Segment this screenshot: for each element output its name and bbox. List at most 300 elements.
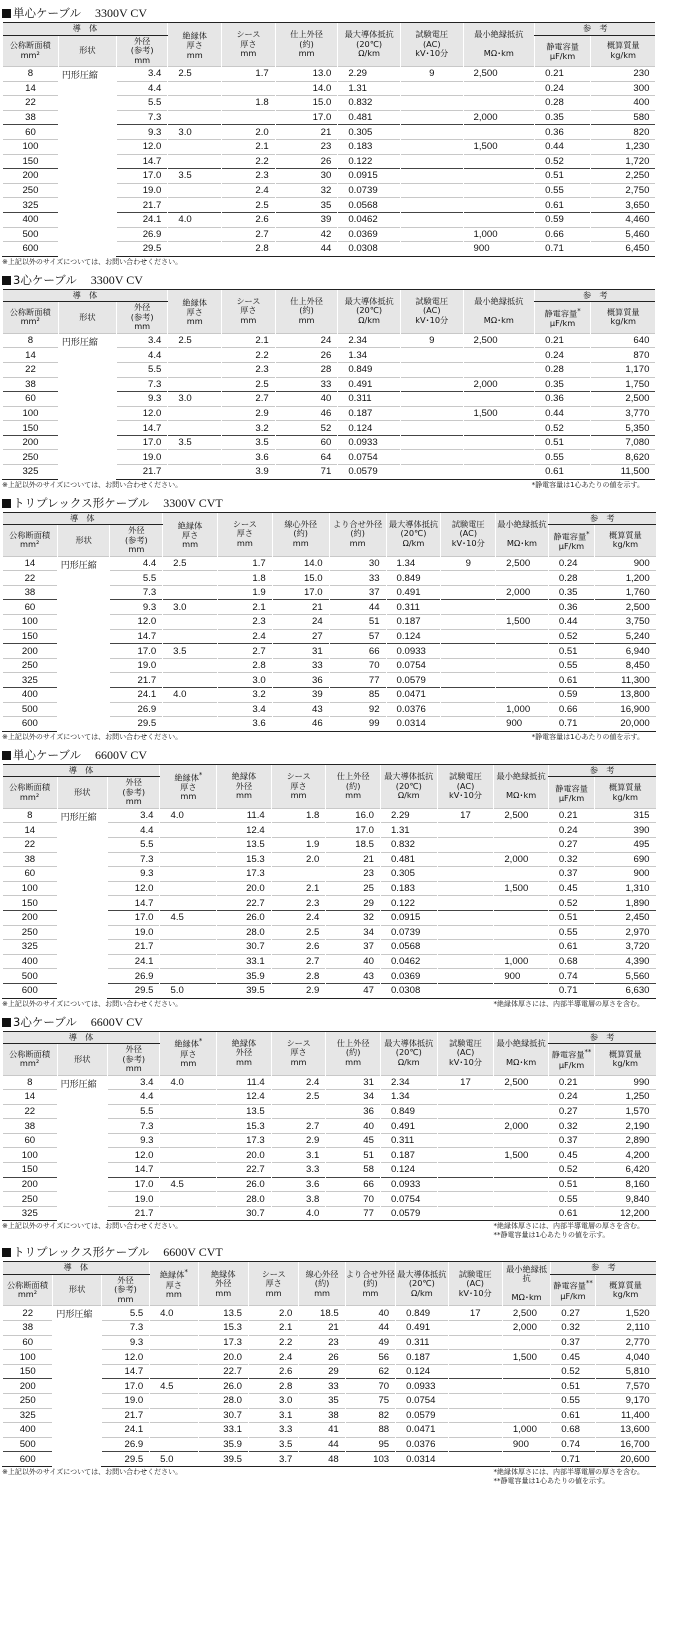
cell-nominal: 14: [3, 556, 58, 571]
header-line: [168, 317, 221, 327]
header-core: [272, 512, 329, 556]
cell-ins: [160, 969, 217, 984]
cell-core: 27: [272, 629, 329, 644]
cell-minins: 1,500: [494, 881, 549, 896]
cell-nominal: 22: [3, 837, 58, 852]
header-shape-label: 形状: [79, 311, 96, 322]
cell-minins: [463, 169, 535, 184]
footnote: **静電容量は1心あたりの値を示す。: [493, 1231, 610, 1240]
cell-od: 29.5: [110, 717, 163, 732]
cell-sheath: 3.3: [271, 1163, 326, 1178]
header-cap: [551, 1274, 595, 1306]
header-text: (約): [299, 38, 314, 49]
cell-res: 2.34: [380, 1075, 437, 1090]
cell-nominal: 600: [3, 1452, 53, 1467]
cell-cap: 0.24: [548, 823, 594, 838]
header-text: 試験電圧: [415, 29, 449, 40]
header-sheath: [222, 23, 276, 67]
header-text: mm: [290, 790, 307, 801]
cell-finish: 64: [275, 450, 338, 465]
cell-minins: [494, 1090, 549, 1105]
header-text: (約): [345, 1047, 361, 1058]
cell-sheath: 3.6: [271, 1177, 326, 1192]
cell-ins: [150, 1423, 198, 1438]
cell-core: 31: [272, 644, 329, 659]
header-shape-label: 形状: [79, 45, 96, 55]
header-text: 絶縁体: [174, 772, 199, 783]
header-text: 仕上外径: [290, 295, 323, 306]
cell-ins: [168, 198, 222, 213]
footnote: *絶縁体厚さには、内部半導電層の厚さを含む。: [493, 1222, 644, 1231]
cell-od: 17.0: [116, 435, 167, 450]
cell-cap: 0.28: [535, 362, 591, 377]
header-line: [272, 791, 326, 801]
cell-nominal: 8: [3, 67, 59, 82]
cell-nominal: 325: [3, 1408, 53, 1423]
section-title: [2, 1013, 662, 1031]
cell-twist: 44: [345, 1321, 395, 1336]
header-text: シース: [232, 518, 257, 529]
cell-twist: 44: [329, 600, 386, 615]
cell-insod: 15.3: [217, 852, 272, 867]
header-line: mm: [134, 54, 151, 65]
cell-ins: [150, 1394, 198, 1409]
cell-test: [441, 702, 496, 717]
cell-od: 24.1: [110, 688, 163, 703]
cell-mass: 3,650: [591, 198, 656, 213]
cell-mass: 2,450: [595, 910, 656, 925]
cell-ins: 4.0: [150, 1306, 198, 1321]
cell-res: 2.34: [338, 333, 401, 348]
cell-cap: 0.61: [548, 673, 594, 688]
header-od: [110, 525, 163, 557]
cell-mass: 13,600: [595, 1423, 656, 1438]
cell-finish: 51: [326, 1148, 381, 1163]
header-line: 公称断面積: [9, 782, 51, 793]
cell-sheath: 2.3: [222, 169, 276, 184]
cell-nominal: 38: [3, 1119, 58, 1134]
cell-mass: 2,500: [595, 600, 656, 615]
square-bullet-icon: [2, 1018, 11, 1027]
cell-minins: 1,000: [494, 954, 549, 969]
cell-insod: 39.5: [198, 1452, 248, 1467]
header-ins: [168, 23, 222, 67]
note-other-sizes: ※上記以外のサイズについては、お問い合わせください。: [2, 1222, 183, 1231]
cell-od: 5.5: [107, 837, 160, 852]
cell-cap: 0.36: [535, 125, 591, 140]
cell-sheath: 3.4: [217, 702, 272, 717]
cell-sheath: 2.0: [271, 852, 326, 867]
header-line: [464, 49, 535, 59]
cell-od: 9.3: [116, 392, 167, 407]
header-line: mm²: [17, 1289, 38, 1300]
cell-od: 12.0: [110, 615, 163, 630]
table-row: [3, 1394, 656, 1409]
cell-cap: 0.68: [548, 954, 594, 969]
section-voltage: 6600V CV: [94, 747, 148, 762]
cell-finish: 71: [275, 465, 338, 480]
cell-minins: 1,500: [463, 139, 535, 154]
table-notes: [2, 480, 662, 494]
cell-minins: 2,500: [502, 1306, 550, 1321]
cell-ins: 3.5: [168, 435, 222, 450]
table-row: [3, 1321, 656, 1336]
cell-ins: 2.5: [168, 333, 222, 348]
cell-ins: [168, 183, 222, 198]
header-twist: [329, 512, 386, 556]
header-text: kV･10分: [448, 1056, 482, 1067]
header-res: [396, 1262, 448, 1306]
header-line: [222, 316, 275, 326]
header-mass: [591, 35, 656, 67]
cell-finish: 36: [326, 1104, 381, 1119]
cell-res: 0.491: [386, 585, 441, 600]
cell-cap: 0.44: [535, 139, 591, 154]
cell-res: 0.0471: [396, 1423, 448, 1438]
cell-cap: 0.37: [548, 1133, 594, 1148]
header-ins: [160, 1031, 217, 1075]
header-text: 試験電圧: [449, 1037, 482, 1048]
header-text: シース: [286, 771, 311, 782]
cell-test: 17: [448, 1306, 502, 1321]
cell-nominal: 200: [3, 910, 58, 925]
cell-test: [400, 81, 463, 96]
cell-core: 29: [299, 1364, 345, 1379]
cell-finish: 28: [275, 362, 338, 377]
note-footnotes: [532, 481, 644, 490]
cell-sheath: 2.8: [217, 658, 272, 673]
header-line: mm²: [19, 1058, 40, 1069]
header-text: (AC): [422, 38, 441, 49]
header-line: (参考): [122, 786, 146, 797]
cell-ins: 4.5: [150, 1379, 198, 1394]
header-text: MΩ･km: [506, 537, 538, 548]
cell-res: 2.29: [380, 808, 437, 823]
header-text: (AC): [456, 1047, 475, 1058]
cell-twist: 49: [345, 1335, 395, 1350]
cell-cap: 0.35: [535, 110, 591, 125]
cell-cap: 0.61: [548, 1206, 594, 1221]
cell-res: 0.0579: [380, 1206, 437, 1221]
header-text: 絶縁体: [182, 297, 207, 308]
footnote: *静電容量は1心あたりの値を示す。: [531, 480, 644, 489]
table-notes: [2, 257, 662, 271]
square-bullet-icon: [2, 276, 11, 285]
cell-sheath: 2.3: [222, 362, 276, 377]
cell-cap: 0.51: [535, 169, 591, 184]
header-text: kV･10分: [448, 790, 482, 801]
cell-cap: 0.37: [548, 867, 594, 882]
cell-finish: 77: [326, 1206, 381, 1221]
header-sheath: [217, 512, 272, 556]
cell-mass: 5,810: [595, 1364, 656, 1379]
header-text: 静電容量: [553, 531, 587, 542]
header-line: [338, 316, 400, 326]
header-line: [549, 1061, 594, 1071]
header-line: [595, 793, 655, 803]
cell-sheath: 2.7: [222, 227, 276, 242]
cell-nominal: 200: [3, 169, 59, 184]
cell-minins: 2,000: [494, 1119, 549, 1134]
header-text: mm: [235, 1056, 252, 1067]
cell-test: 9: [441, 556, 496, 571]
cell-res: 0.0462: [380, 954, 437, 969]
cell-res: 0.832: [380, 837, 437, 852]
cell-shape: 円形圧縮: [57, 556, 110, 731]
header-line: [535, 319, 590, 329]
cell-minins: 1,500: [502, 1350, 550, 1365]
header-line: mm: [117, 1293, 134, 1304]
cell-insod: 33.1: [217, 954, 272, 969]
cell-minins: [502, 1364, 550, 1379]
header-minins: [494, 764, 549, 808]
header-text: 厚さ: [290, 1047, 307, 1058]
header-text: 最大導体抵抗: [384, 1037, 434, 1048]
cell-mass: 11,500: [591, 465, 656, 480]
header-text: mm: [349, 537, 366, 548]
cell-nominal: 14: [3, 348, 59, 363]
header-text: (20℃): [395, 780, 422, 791]
cell-minins: [496, 600, 549, 615]
cell-nominal: 250: [3, 658, 58, 673]
cell-core: 48: [299, 1452, 345, 1467]
cell-cap: 0.45: [548, 1148, 594, 1163]
cell-cap: 0.52: [548, 896, 594, 911]
cell-sheath: 2.9: [271, 1133, 326, 1148]
cell-finish: 34: [326, 1090, 381, 1105]
cell-res: 0.0579: [338, 465, 401, 480]
cell-mass: 7,570: [595, 1379, 656, 1394]
cell-res: 0.305: [338, 125, 401, 140]
header-mass: [595, 777, 656, 809]
cell-sheath: 2.1: [222, 333, 276, 348]
header-text: 最大導体抵抗: [344, 295, 394, 306]
header-text: 最小絶縁抵抗: [497, 518, 547, 529]
cell-test: [400, 183, 463, 198]
cell-mass: 820: [591, 125, 656, 140]
table-row: [3, 1364, 656, 1379]
cell-res: 0.0579: [396, 1408, 448, 1423]
header-line: [217, 1058, 271, 1068]
spec-table: [2, 289, 655, 480]
cell-cap: 0.51: [548, 1177, 594, 1192]
cell-ins: [160, 1192, 217, 1207]
cell-cap: 0.71: [548, 717, 594, 732]
cell-ins: [160, 1090, 217, 1105]
cell-test: [437, 1206, 494, 1221]
cell-sheath: 2.4: [222, 183, 276, 198]
header-line: [387, 539, 441, 549]
header-nom: [3, 1044, 58, 1076]
cell-ins: 5.0: [160, 983, 217, 998]
header-text: シース: [261, 1268, 286, 1279]
spec-section: [2, 746, 662, 1013]
header-text: 線心外径: [305, 1268, 339, 1279]
header-conductor: 導 体: [3, 512, 163, 525]
cell-nominal: 250: [3, 1394, 53, 1409]
cell-mass: 900: [595, 867, 656, 882]
cell-test: [437, 925, 494, 940]
header-test: [437, 764, 494, 808]
cell-res: 0.491: [396, 1321, 448, 1336]
cell-core: 33: [272, 658, 329, 673]
header-line: 公称断面積: [9, 306, 51, 317]
cell-twist: 56: [345, 1350, 395, 1365]
cell-od: 21.7: [107, 940, 160, 955]
cell-test: [448, 1408, 502, 1423]
cell-ins: [168, 450, 222, 465]
cell-res: 0.0915: [338, 169, 401, 184]
table-notes: [2, 1221, 662, 1243]
cell-finish: 60: [275, 435, 338, 450]
cell-cap: 0.55: [548, 1192, 594, 1207]
cell-minins: [494, 1133, 549, 1148]
cell-minins: [494, 1192, 549, 1207]
cell-minins: [494, 910, 549, 925]
cell-ins: [163, 658, 218, 673]
cell-test: [448, 1394, 502, 1409]
header-text: (AC): [456, 780, 475, 791]
cell-minins: [494, 823, 549, 838]
cell-od: 9.3: [116, 125, 167, 140]
cell-finish: 40: [275, 392, 338, 407]
cell-insod: 17.3: [198, 1335, 248, 1350]
cell-twist: 51: [329, 615, 386, 630]
header-line: mm: [125, 1063, 142, 1073]
header-minins: [496, 512, 549, 556]
header-sheath: [222, 289, 276, 333]
header-od: [107, 777, 160, 809]
header-text: (約): [299, 305, 314, 316]
cell-res: 0.124: [338, 421, 401, 436]
cell-od: 4.4: [116, 348, 167, 363]
cell-test: [441, 644, 496, 659]
cell-ins: [160, 954, 217, 969]
cell-mass: 5,460: [591, 227, 656, 242]
header-od: [116, 35, 167, 67]
cell-test: [448, 1321, 502, 1336]
header-line: [591, 317, 655, 327]
header-sheath: [248, 1262, 298, 1306]
header-line: [503, 1293, 550, 1303]
header-text: シース: [286, 1037, 311, 1048]
header-text: 試験電圧: [458, 1268, 492, 1279]
cell-shape: 円形圧縮: [57, 808, 107, 998]
header-ins: [168, 289, 222, 333]
cell-cap: 0.37: [551, 1335, 595, 1350]
cell-minins: [494, 896, 549, 911]
cell-od: 24.1: [107, 954, 160, 969]
cell-od: 19.0: [116, 183, 167, 198]
cell-cap: 0.32: [548, 852, 594, 867]
cell-mass: 2,970: [595, 925, 656, 940]
header-text: (約): [314, 1278, 330, 1289]
cell-mass: 5,240: [595, 629, 656, 644]
footnote: **静電容量は1心あたりの値を示す。: [493, 1476, 610, 1485]
cell-ins: [163, 702, 218, 717]
cell-nominal: 325: [3, 1206, 58, 1221]
section-title-text: 単心ケーブル: [13, 747, 81, 762]
cell-sheath: [271, 867, 326, 882]
cell-res: 0.481: [338, 110, 401, 125]
cell-ins: 4.0: [160, 808, 217, 823]
header-line: 公称断面積: [9, 1048, 51, 1059]
cell-od: 26.9: [101, 1437, 149, 1452]
cell-ins: [168, 362, 222, 377]
cell-twist: 70: [329, 658, 386, 673]
header-line: [276, 316, 338, 326]
cell-res: 0.0915: [380, 910, 437, 925]
header-text: mm: [362, 1287, 379, 1298]
cell-od: 7.3: [116, 377, 167, 392]
cell-twist: 82: [345, 1408, 395, 1423]
cell-res: 0.832: [338, 96, 401, 111]
cell-finish: 42: [275, 227, 338, 242]
cell-od: 4.4: [110, 556, 163, 571]
cell-twist: 40: [345, 1306, 395, 1321]
header-text: (AC): [466, 1278, 484, 1289]
cell-finish: 37: [326, 940, 381, 955]
cell-finish: 33: [275, 377, 338, 392]
cell-mass: 1,890: [595, 896, 656, 911]
spec-table: [2, 1031, 656, 1222]
cell-minins: [463, 465, 535, 480]
cell-res: 0.0369: [338, 227, 401, 242]
cell-insod: 26.0: [217, 1177, 272, 1192]
header-line: [338, 49, 400, 59]
header-text: kV･10分: [458, 1287, 492, 1298]
cell-sheath: 2.2: [222, 154, 276, 169]
cell-insod: 12.4: [217, 1090, 272, 1105]
cell-test: 9: [400, 333, 463, 348]
cell-twist: 103: [345, 1452, 395, 1467]
cell-mass: 2,250: [591, 169, 656, 184]
cell-ins: [160, 896, 217, 911]
square-bullet-icon: [2, 751, 11, 760]
cell-finish: 30: [275, 169, 338, 184]
header-finish: [326, 1031, 381, 1075]
cell-finish: 15.0: [275, 96, 338, 111]
cell-ins: [163, 585, 218, 600]
header-line: 公称断面積: [6, 1279, 48, 1290]
cell-od: 12.0: [101, 1350, 149, 1365]
cell-cap: 0.52: [535, 421, 591, 436]
header-text: 静電容量: [544, 308, 578, 319]
cell-od: 5.5: [116, 96, 167, 111]
cell-nominal: 100: [3, 1350, 53, 1365]
spec-table: [2, 764, 656, 999]
cell-cap: 0.51: [548, 910, 594, 925]
cell-res: 0.187: [396, 1350, 448, 1365]
cell-cap: 0.28: [548, 571, 594, 586]
header-text: 線心外径: [284, 518, 318, 529]
cell-cap: 0.66: [548, 702, 594, 717]
cell-od: 3.4: [107, 808, 160, 823]
cell-test: [441, 629, 496, 644]
cell-insod: 17.3: [217, 1133, 272, 1148]
cell-ins: 4.5: [160, 1177, 217, 1192]
cell-core: 18.5: [299, 1306, 345, 1321]
header-text: Ω/km: [397, 790, 420, 801]
cell-nominal: 500: [3, 702, 58, 717]
header-text: 外径: [235, 1047, 253, 1058]
cell-res: 0.0754: [380, 1192, 437, 1207]
header-text: (約): [345, 780, 361, 791]
cell-sheath: 2.0: [222, 125, 276, 140]
header-line: [330, 539, 386, 549]
cell-test: [441, 571, 496, 586]
table-row: [3, 808, 656, 823]
